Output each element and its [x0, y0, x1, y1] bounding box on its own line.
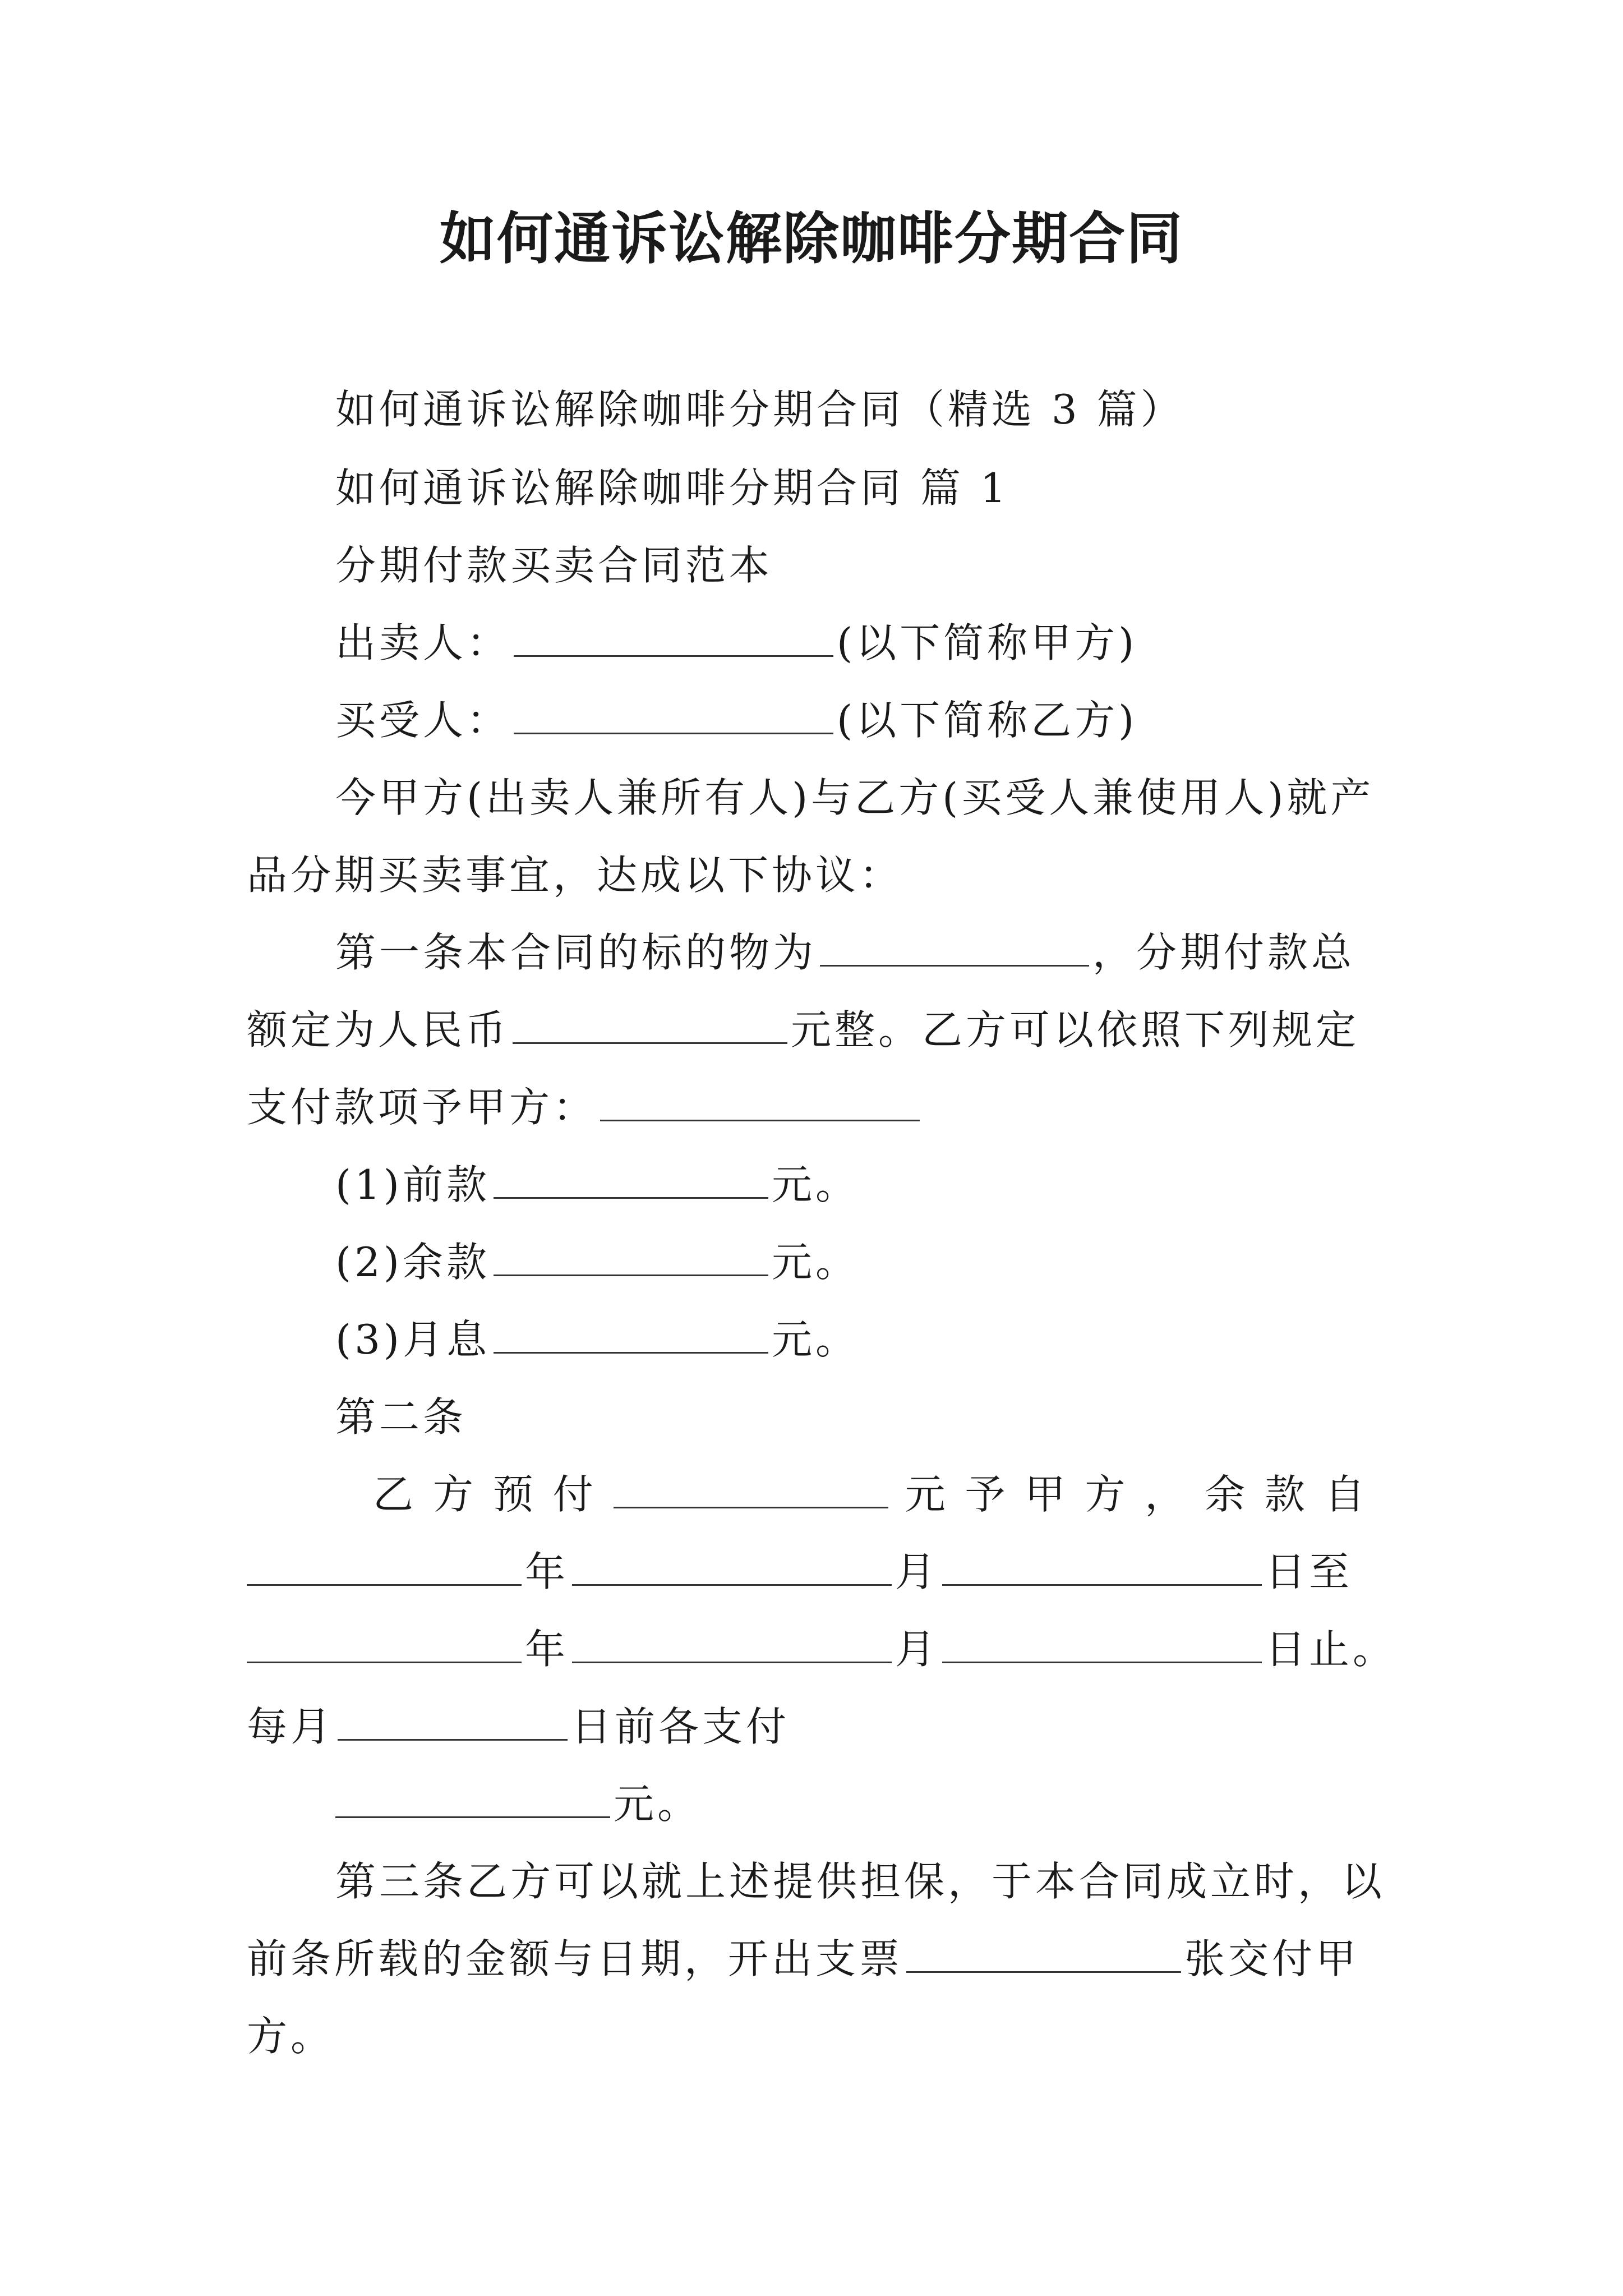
clause-text: 乙 方 预 付 — [373, 1471, 597, 1518]
clause-text: 每月 — [247, 1703, 335, 1750]
buyer-label: 买受人： — [335, 697, 511, 744]
buyer-line — [335, 692, 1137, 748]
down-payment-blank — [494, 1165, 768, 1199]
monthly-amount-line — [335, 1776, 701, 1832]
clause-text: 张交付甲 — [1184, 1935, 1360, 1982]
clause-one-line — [247, 1002, 1359, 1058]
prepay-blank — [614, 1474, 888, 1508]
monthly-line — [247, 1699, 790, 1755]
year-blank — [247, 1552, 522, 1586]
payment-blank — [600, 1087, 920, 1121]
item-label: (2)余款 — [335, 1239, 490, 1286]
balance-blank — [494, 1242, 768, 1276]
seller-note: (以下简称甲方) — [837, 619, 1138, 666]
date-line — [247, 1544, 1353, 1600]
buyer-blank — [514, 700, 833, 734]
cheque-count-blank — [906, 1939, 1181, 1973]
item-unit: 元。 — [772, 1239, 860, 1286]
month-blank — [572, 1552, 892, 1586]
seller-line — [335, 615, 1137, 671]
month-label: 月 — [895, 1548, 939, 1595]
clause-text: ，分期付款总 — [1092, 929, 1355, 976]
clause-text: 元整。乙方可以依照下列规定 — [791, 1006, 1360, 1053]
year-label: 年 — [525, 1548, 569, 1595]
month-blank — [572, 1629, 892, 1663]
clause-three-line — [247, 1931, 1359, 1987]
month-label: 月 — [895, 1626, 939, 1673]
paragraph-line: 品分期买卖事宜，达成以下协议： — [247, 852, 903, 899]
document-title: 如何通诉讼解除咖啡分期合同 — [440, 205, 1183, 272]
day-blank — [942, 1629, 1262, 1663]
clause-text: 前条所载的金额与日期，开出支票 — [247, 1935, 903, 1982]
day-label: 日至 — [1265, 1548, 1353, 1595]
seller-label: 出卖人： — [335, 619, 511, 666]
day-blank — [942, 1552, 1262, 1586]
clause-three-line: 方。 — [247, 2013, 335, 2060]
item-unit: 元。 — [614, 1780, 702, 1828]
clause-two-line — [373, 1466, 1368, 1522]
item-unit: 元。 — [772, 1316, 860, 1363]
subtitle-line: 如何通诉讼解除咖啡分期合同（精选 3 篇） — [335, 386, 1184, 433]
clause-three-line: 第三条乙方可以就上述提供担保，于本合同成立时，以 — [335, 1858, 1386, 1905]
contract-name: 分期付款买卖合同范本 — [335, 542, 773, 589]
subject-blank — [820, 932, 1089, 967]
seller-blank — [514, 623, 833, 657]
day-label: 日止。 — [1265, 1626, 1397, 1673]
monthly-amount-blank — [335, 1784, 610, 1818]
clause-text: 额定为人民币 — [247, 1006, 510, 1053]
clause-two-heading: 第二条 — [335, 1393, 467, 1441]
item-line — [335, 1234, 859, 1290]
year-blank — [247, 1629, 522, 1663]
total-amount-blank — [513, 1010, 787, 1044]
item-line — [335, 1312, 859, 1368]
clause-one-line — [247, 1079, 923, 1135]
item-unit: 元。 — [772, 1161, 860, 1208]
clause-one-line — [335, 924, 1355, 981]
date-line — [247, 1621, 1396, 1677]
section-heading: 如何通诉讼解除咖啡分期合同 篇 1 — [335, 464, 1009, 512]
monthly-day-blank — [338, 1706, 568, 1741]
year-label: 年 — [525, 1626, 569, 1673]
item-line — [335, 1157, 859, 1213]
clause-text: 第一条本合同的标的物为 — [335, 929, 817, 976]
item-label: (3)月息 — [335, 1316, 490, 1363]
clause-text: 元 予 甲 方 ， 余 款 自 — [905, 1471, 1368, 1518]
paragraph-line: 今甲方(出卖人兼所有人)与乙方(买受人兼使用人)就产 — [335, 774, 1375, 821]
clause-text: 支付款项予甲方： — [247, 1084, 597, 1131]
clause-text: 日前各支付 — [571, 1703, 790, 1750]
monthly-interest-blank — [494, 1319, 768, 1354]
buyer-note: (以下简称乙方) — [837, 697, 1138, 744]
item-label: (1)前款 — [335, 1161, 490, 1208]
